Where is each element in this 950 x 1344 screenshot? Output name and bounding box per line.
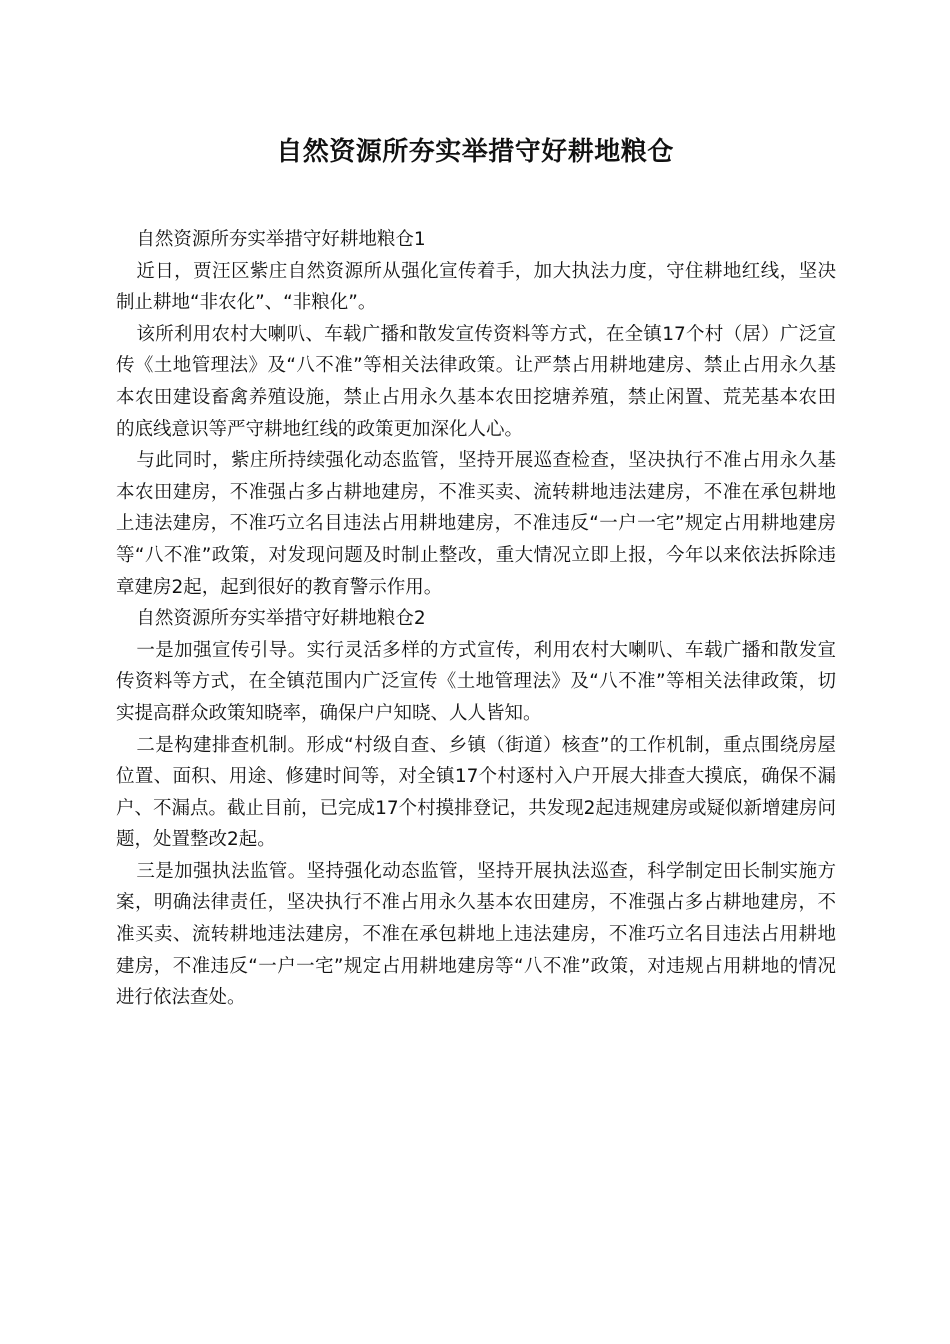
document-body (116, 224, 836, 1014)
paragraph: 二是构建排查机制。形成“村级自查、乡镇（街道）核查”的工作机制，重点围绕房屋位置、面积、用途、修建时间等，对全镇17个村逐村入户开展大排查大摸底，确保不漏户、不漏点。截止目前，已完成17个村摸排登记，共发现2起违规建房或疑似新增建房问题，处置整改2起。 (116, 734, 836, 851)
paragraph: 与此同时，紫庄所持续强化动态监管，坚持开展巡查检查，坚决执行不准占用永久基本农田建房，不准强占多占耕地建房，不准买卖、流转耕地违法建房，不准在承包耕地上违法建房，不准巧立名目违法占用耕地建房，不准违反“一户一宅”规定占用耕地建房等“八不准”政策，对发现问题及时制止整改，重大情况立即上报，今年以来依法拆除违章建房2起，起到很好的教育警示作用。 (116, 450, 836, 598)
paragraph: 一是加强宣传引导。实行灵活多样的方式宣传，利用农村大喇叭、车载广播和散发宣传资料等方式，在全镇范围内广泛宣传《土地管理法》及“八不准”等相关法律政策，切实提高群众政策知晓率，确保户户知晓、人人皆知。 (116, 639, 836, 724)
document-title: 自然资源所夯实举措守好耕地粮仓 (276, 137, 674, 167)
paragraph: 三是加强执法监管。坚持强化动态监管，坚持开展执法巡查，科学制定田长制实施方案，明确法律责任，坚决执行不准占用永久基本农田建房，不准强占多占耕地建房，不准买卖、流转耕地违法建房，不准在承包耕地上违法建房，不准巧立名目违法占用耕地建房，不准违反“一户一宅”规定占用耕地建房等“八不准”政策，对违规占用耕地的情况进行依法查处。 (116, 860, 836, 1009)
section-heading-2: 自然资源所夯实举措守好耕地粮仓2 (136, 608, 426, 630)
paragraph: 该所利用农村大喇叭、车载广播和散发宣传资料等方式，在全镇17个村（居）广泛宣传《土地管理法》及“八不准”等相关法律政策。让严禁占用耕地建房、禁止占用永久基本农田建设畜禽养殖设施，禁止占用永久基本农田挖塘养殖，禁止闲置、荒芜基本农田的底线意识等严守耕地红线的政策更加深化人心。 (116, 323, 836, 440)
section-heading-1: 自然资源所夯实举措守好耕地粮仓1 (136, 229, 426, 250)
paragraph: 近日，贾汪区紫庄自然资源所从强化宣传着手，加大执法力度，守住耕地红线，坚决制止耕地“非农化”、“非粮化”。 (116, 260, 836, 314)
